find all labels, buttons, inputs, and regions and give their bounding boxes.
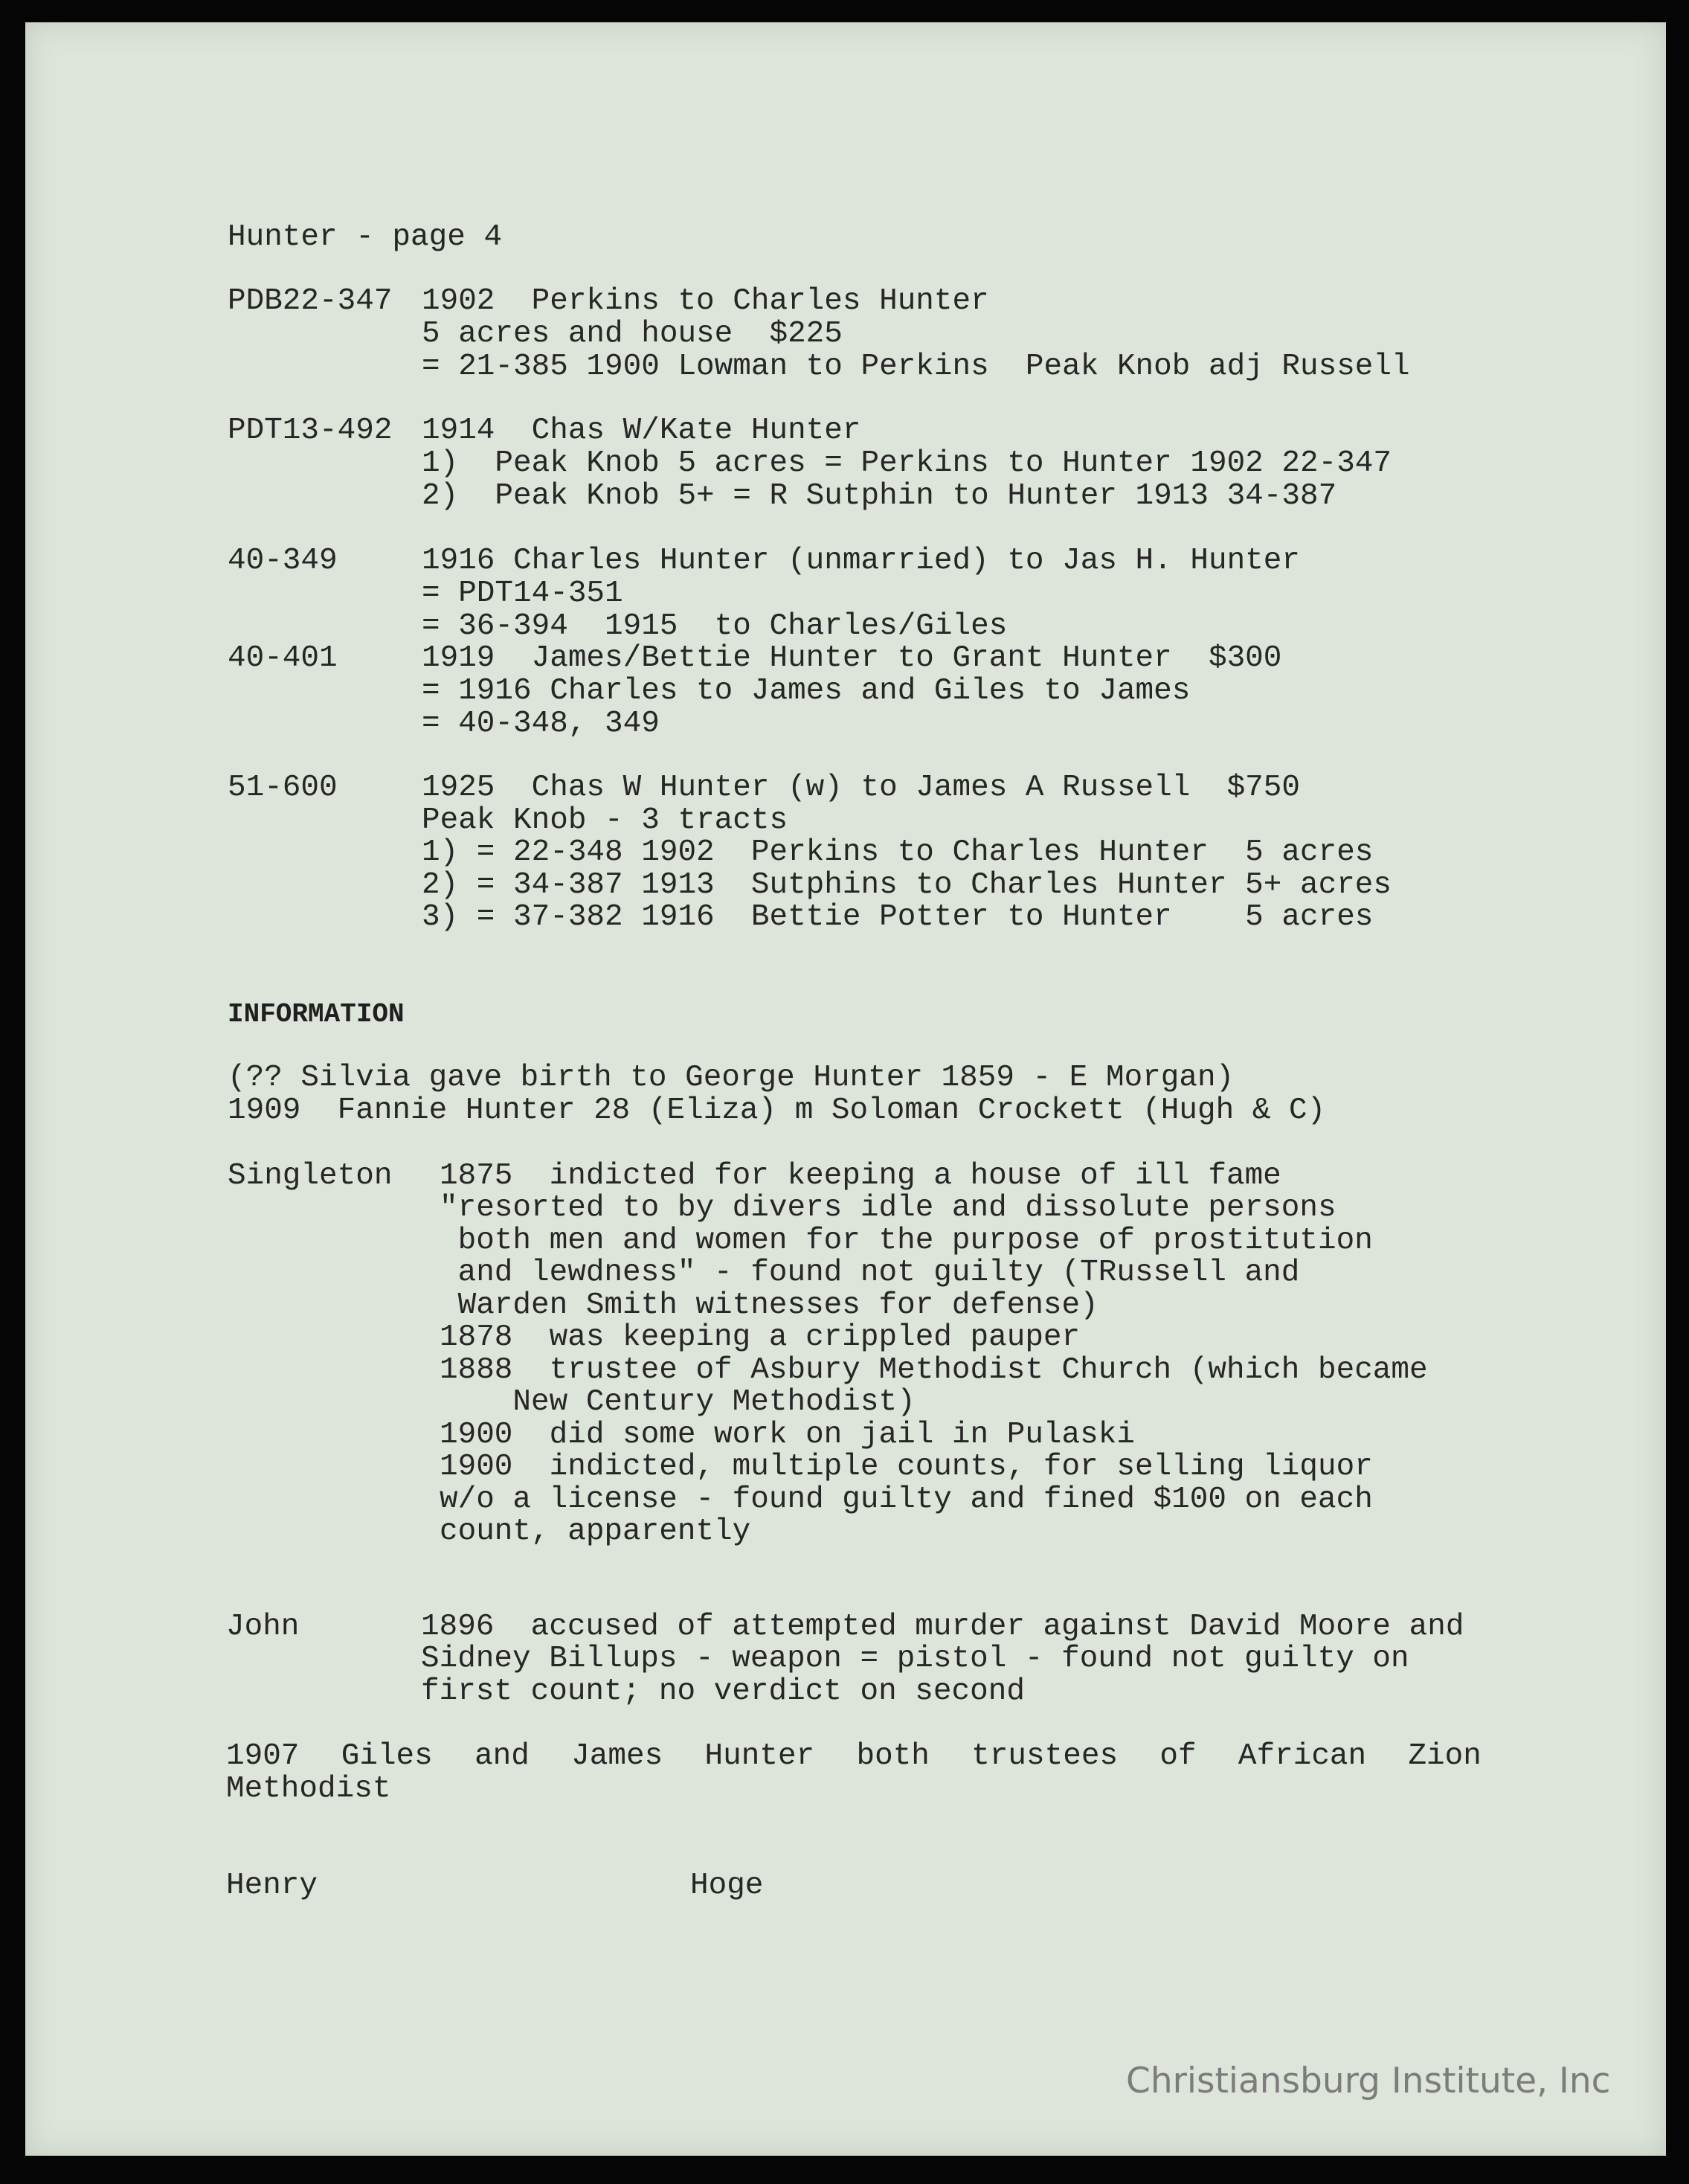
henry-label: Henry [226, 1869, 318, 1903]
entry-line: Sidney Billups - weapon = pistol - found not guilty on [421, 1642, 1409, 1676]
word: and [474, 1739, 530, 1773]
word: 1907 [226, 1739, 300, 1773]
entry-line: w/o a license - found guilty and fined $100 on each [440, 1483, 1373, 1517]
entry-line: 1875 indicted for keeping a house of ill fame [440, 1159, 1281, 1193]
justified-line [226, 1741, 1482, 1773]
deed-line: 3) = 37-382 1916 Bettie Potter to Hunter 5 acres [422, 900, 1374, 934]
entry-line: Warden Smith witnesses for defense) [440, 1288, 1098, 1323]
page-title: Hunter - page 4 [228, 220, 503, 254]
entry-line: "resorted to by divers idle and dissolute persons [440, 1191, 1336, 1225]
word: Giles [341, 1739, 433, 1773]
entry-name: Singleton [228, 1159, 393, 1193]
word: of [1159, 1739, 1197, 1773]
info-line: 1909 Fannie Hunter 28 (Eliza) m Soloman Crockett (Hugh & C) [228, 1093, 1326, 1128]
deed-line: Peak Knob - 3 tracts [422, 803, 788, 838]
word: Hunter [704, 1739, 815, 1773]
word: African [1238, 1739, 1367, 1773]
deed-line: 2) Peak Knob 5+ = R Sutphin to Hunter 1913 34-387 [422, 479, 1337, 513]
deed-line: 1902 Perkins to Charles Hunter [422, 284, 989, 318]
deed-line: 1) Peak Knob 5 acres = Perkins to Hunter 1902 22-347 [422, 446, 1392, 481]
word: both [856, 1739, 930, 1773]
entry-line: and lewdness" - found not guilty (TRussell and [440, 1256, 1300, 1290]
entry-line: count, apparently [440, 1515, 751, 1549]
entry-name: John [226, 1610, 300, 1644]
entry-line: Methodist [226, 1772, 391, 1806]
deed-line: = 36-394 1915 to Charles/Giles [422, 609, 1008, 643]
deed-line: 5 acres and house $225 [422, 317, 843, 351]
entry-line: 1900 did some work on jail in Pulaski [440, 1418, 1135, 1452]
word: trustees [971, 1739, 1119, 1773]
word: Zion [1408, 1739, 1482, 1773]
hoge-label: Hoge [690, 1869, 764, 1903]
deed-ref: PDB22-347 [228, 284, 393, 318]
deed-ref: PDT13-492 [228, 414, 393, 448]
deed-line: 1919 James/Bettie Hunter to Grant Hunter $300 [422, 641, 1282, 675]
deed-line: 1914 Chas W/Kate Hunter [422, 414, 861, 448]
deed-line: = 1916 Charles to James and Giles to James [422, 674, 1191, 708]
deed-ref: 40-349 [228, 544, 338, 578]
deed-line: 1925 Chas W Hunter (w) to James A Russell $750 [422, 771, 1300, 805]
deed-line: 2) = 34-387 1913 Sutphins to Charles Hunter 5+ acres [422, 868, 1392, 902]
deed-line: = 40-348, 349 [422, 707, 660, 741]
deed-ref: 51-600 [228, 771, 338, 805]
watermark: Christiansburg Institute, Inc [1126, 2061, 1611, 2101]
entry-line: 1896 accused of attempted murder against David Moore and [421, 1610, 1464, 1644]
word: James [571, 1739, 663, 1773]
entry-line: 1888 trustee of Asbury Methodist Church (which became [440, 1353, 1428, 1387]
entry-line: 1900 indicted, multiple counts, for selling liquor [440, 1450, 1373, 1484]
deed-line: 1916 Charles Hunter (unmarried) to Jas H. Hunter [422, 544, 1300, 578]
deed-line: = PDT14-351 [422, 576, 623, 611]
entry-line: New Century Methodist) [440, 1385, 916, 1419]
entry-line: 1878 was keeping a crippled pauper [440, 1320, 1081, 1355]
deed-line: = 21-385 1900 Lowman to Perkins Peak Knob adj Russell [422, 350, 1410, 384]
information-heading: INFORMATION [228, 999, 405, 1030]
entry-line: first count; no verdict on second [421, 1674, 1025, 1709]
info-line: (?? Silvia gave birth to George Hunter 1859 - E Morgan) [228, 1061, 1235, 1095]
deed-ref: 40-401 [228, 641, 338, 675]
deed-line: 1) = 22-348 1902 Perkins to Charles Hunter 5 acres [422, 835, 1374, 870]
entry-line: both men and women for the purpose of prostitution [440, 1224, 1373, 1258]
